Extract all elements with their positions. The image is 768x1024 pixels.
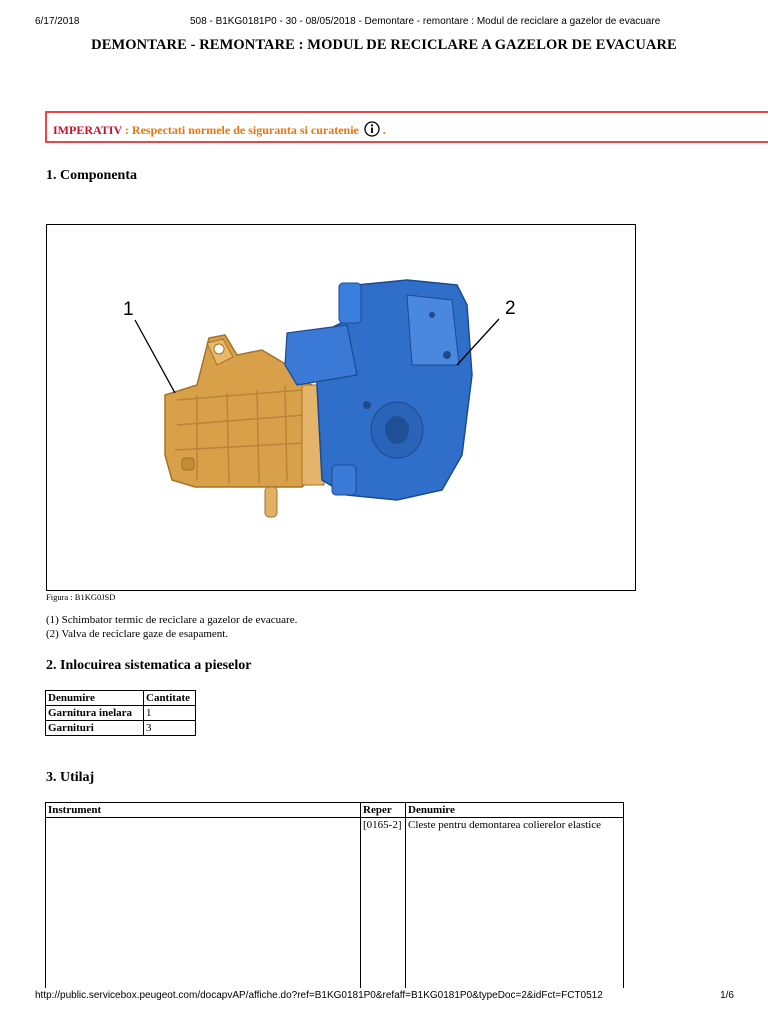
column-header: Denumire bbox=[406, 803, 624, 818]
column-header: Cantitate bbox=[144, 691, 196, 706]
table-header-row bbox=[46, 803, 624, 818]
print-date: 6/17/2018 bbox=[35, 16, 80, 27]
info-icon[interactable] bbox=[364, 121, 380, 141]
figure-caption: Figura : B1KG0JSD bbox=[46, 592, 116, 602]
egr-module-illustration bbox=[47, 225, 636, 591]
column-header: Instrument bbox=[46, 803, 361, 818]
section-title-componenta: 1. Componenta bbox=[46, 168, 138, 183]
table-cell: Garnitura inelara bbox=[46, 706, 144, 721]
callout-line-1 bbox=[135, 320, 175, 393]
table-cell: 1 bbox=[144, 706, 196, 721]
print-page-title: 508 - B1KG0181P0 - 30 - 08/05/2018 - Demontare - remontare : Modul de reciclare a gazelor de evacuare bbox=[190, 16, 661, 27]
warning-label: IMPERATIV bbox=[53, 123, 122, 137]
table-cell bbox=[46, 818, 361, 989]
page-number: 1/6 bbox=[720, 990, 734, 1001]
warning-text: Respectati normele de siguranta si curatenie bbox=[131, 123, 359, 137]
legend-item-2: (2) Valva de reciclare gaze de esapament. bbox=[46, 628, 229, 640]
component-figure bbox=[46, 224, 636, 591]
table-cell: Cleste pentru demontarea colierelor elastice bbox=[406, 818, 624, 989]
table-cell: [0165-2] bbox=[361, 818, 406, 989]
print-url[interactable]: http://public.servicebox.peugeot.com/docapvAP/affiche.do?ref=B1KG0181P0&refaff=B1KG0181P0&typeDoc=2&idFct=FCT0512 bbox=[35, 990, 603, 1001]
column-header: Reper bbox=[361, 803, 406, 818]
column-header: Denumire bbox=[46, 691, 144, 706]
imperative-warning-box bbox=[45, 111, 768, 143]
document-title: DEMONTARE - REMONTARE : MODUL DE RECICLARE A GAZELOR DE EVACUARE bbox=[91, 37, 677, 53]
table-row bbox=[46, 706, 196, 721]
table-header-row bbox=[46, 691, 196, 706]
warning-separator: : bbox=[121, 123, 132, 137]
tools-table bbox=[45, 802, 624, 988]
table-row bbox=[46, 818, 624, 989]
table-cell: Garnituri bbox=[46, 721, 144, 736]
callout-label-2: 2 bbox=[505, 298, 516, 319]
section-title-inlocuire: 2. Inlocuirea sistematica a pieselor bbox=[46, 658, 252, 673]
legend-item-1: (1) Schimbator termic de reciclare a gazelor de evacuare. bbox=[46, 614, 298, 626]
table-row bbox=[46, 721, 196, 736]
table-cell: 3 bbox=[144, 721, 196, 736]
warning-suffix: . bbox=[379, 123, 386, 137]
parts-table bbox=[45, 690, 196, 736]
callout-label-1: 1 bbox=[123, 299, 134, 320]
section-title-utilaj: 3. Utilaj bbox=[46, 770, 95, 785]
